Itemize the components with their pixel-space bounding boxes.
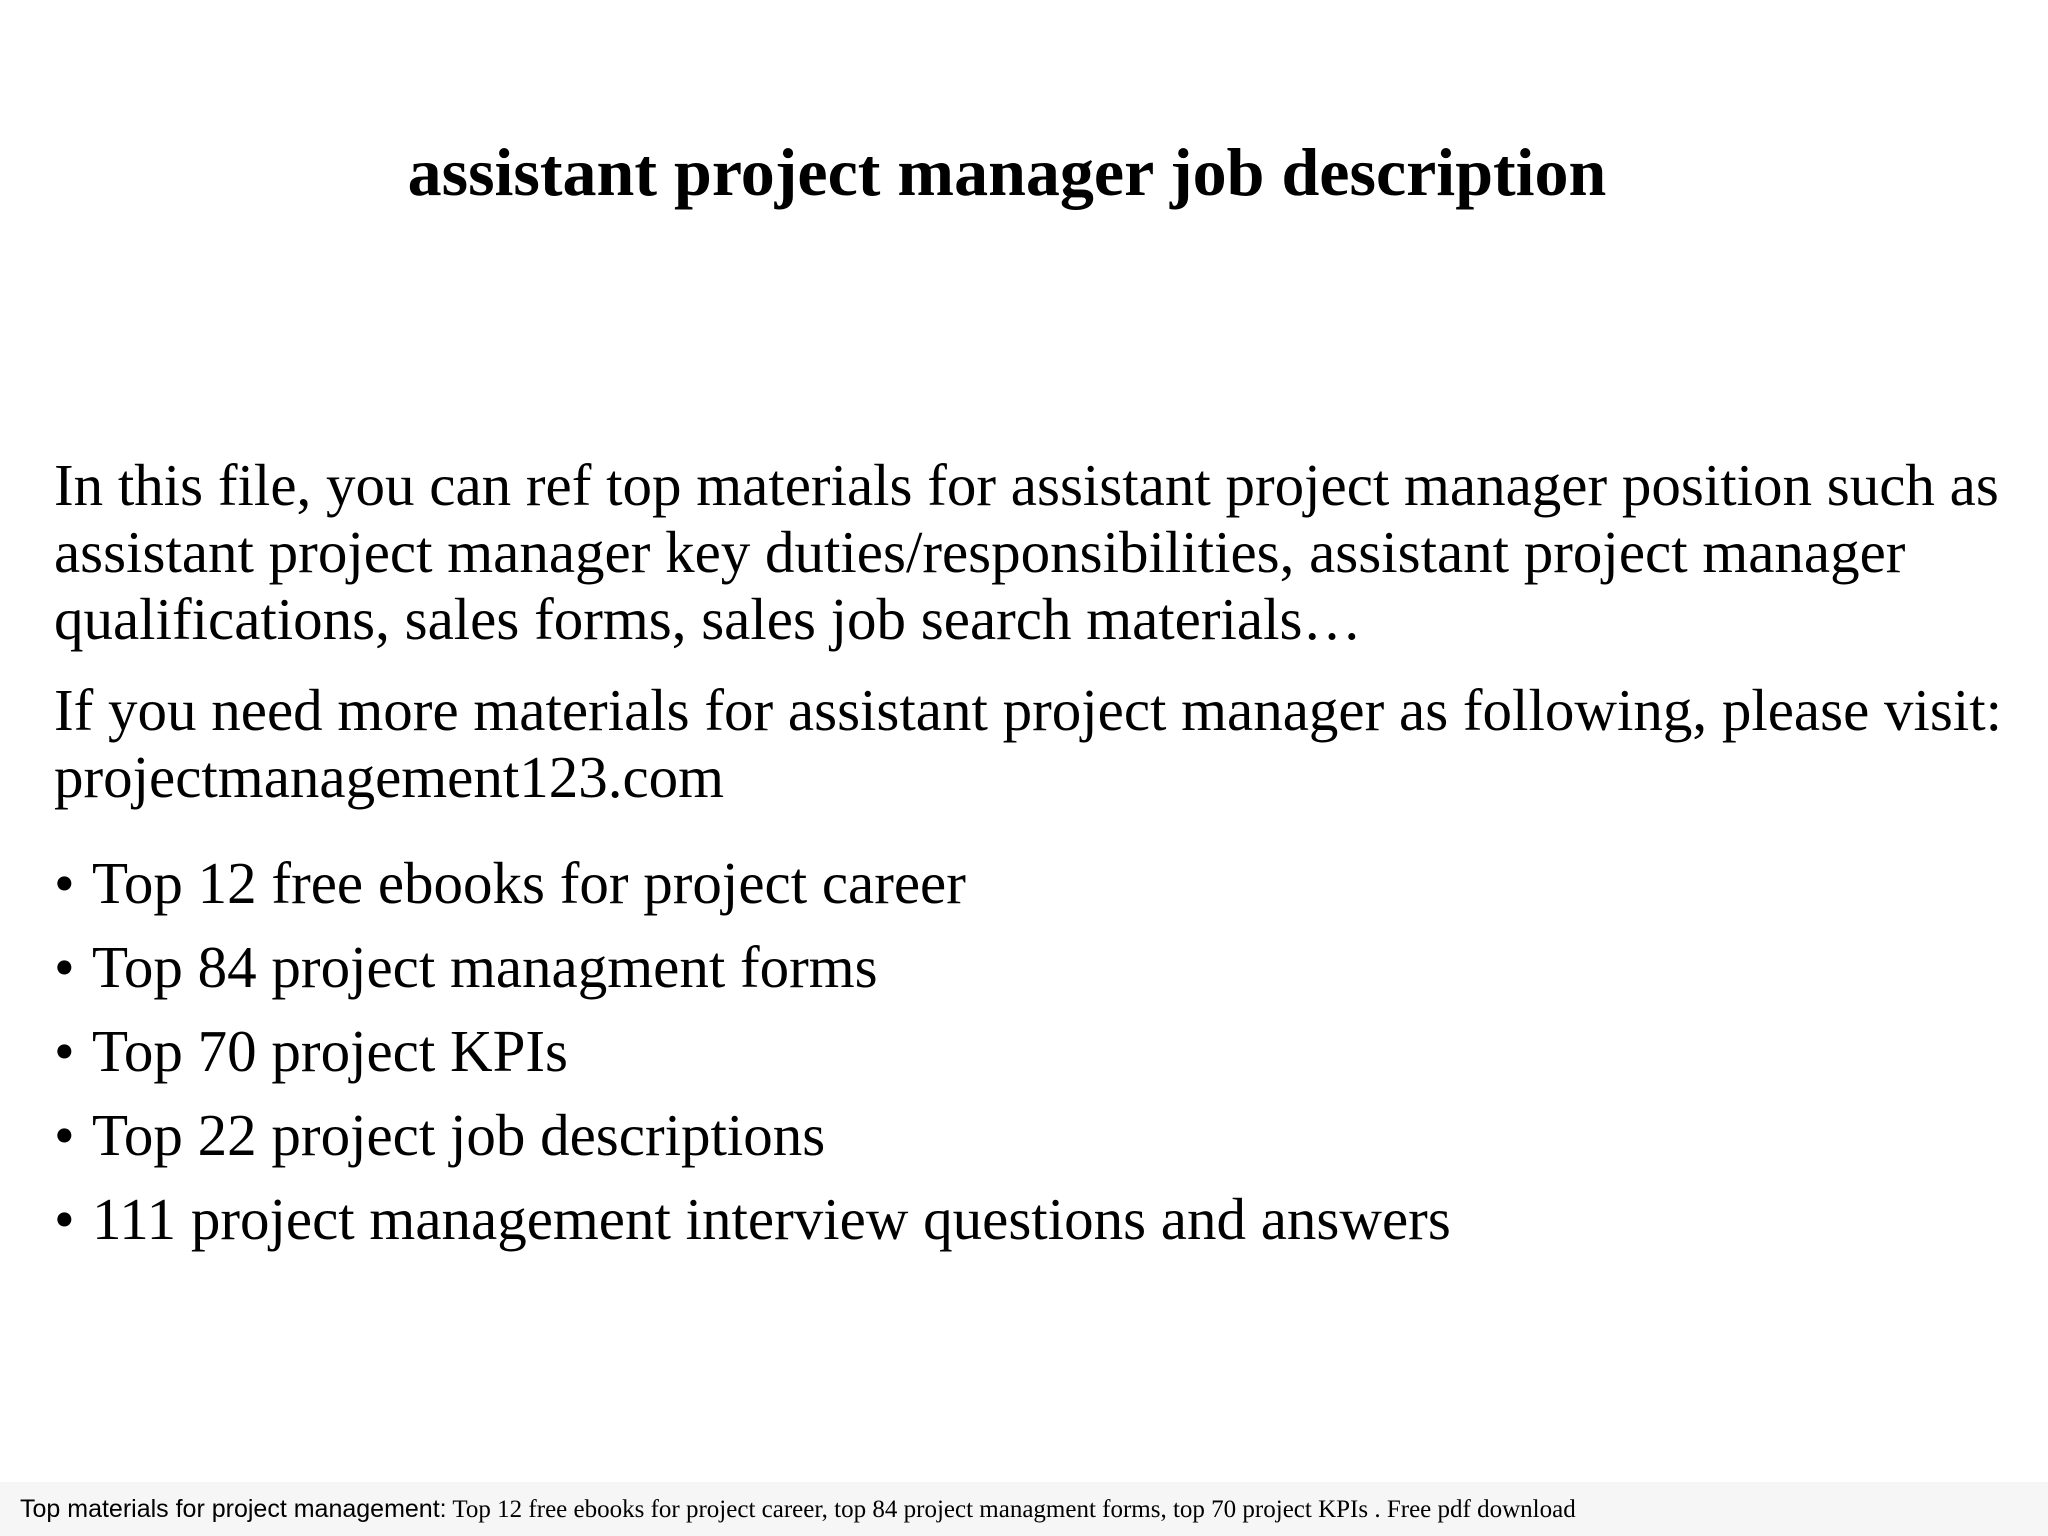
- materials-list: [54, 841, 2014, 1261]
- list-item: [54, 1093, 2014, 1177]
- list-item-text: Top 22 project job descriptions: [92, 1102, 826, 1168]
- bullet-icon: •: [54, 1102, 75, 1168]
- bullet-icon: •: [54, 934, 75, 1000]
- visit-paragraph: If you need more materials for assistant project manager as following, please visit: projectmanagement123.com: [54, 677, 2003, 810]
- bullet-icon: •: [54, 1018, 75, 1084]
- footer-text: Top 12 free ebooks for project career, top 84 project managment forms, top 70 project KPIs . Free pdf download: [446, 1496, 1576, 1523]
- list-item-text: Top 12 free ebooks for project career: [92, 850, 966, 916]
- list-item: [54, 925, 2014, 1009]
- list-item: [54, 841, 2014, 925]
- intro-paragraph: In this file, you can ref top materials for assistant project manager position such as assistant project manager key duties/responsibilities, assistant project manager qualifications, sales forms, sales job search materials…: [54, 452, 1999, 652]
- bullet-icon: •: [54, 850, 75, 916]
- list-item-text: 111 project management interview questions and answers: [92, 1186, 1451, 1252]
- page-title: assistant project manager job description: [407, 134, 1607, 210]
- list-item-text: Top 84 project managment forms: [92, 934, 878, 1000]
- list-item: [54, 1009, 2014, 1093]
- list-item: [54, 1177, 2014, 1261]
- bullet-icon: •: [54, 1186, 75, 1252]
- footer-label: Top materials for project management:: [20, 1495, 447, 1523]
- footer-bar: [0, 1482, 2048, 1536]
- list-item-text: Top 70 project KPIs: [92, 1018, 569, 1084]
- slide-body: [54, 452, 2014, 1261]
